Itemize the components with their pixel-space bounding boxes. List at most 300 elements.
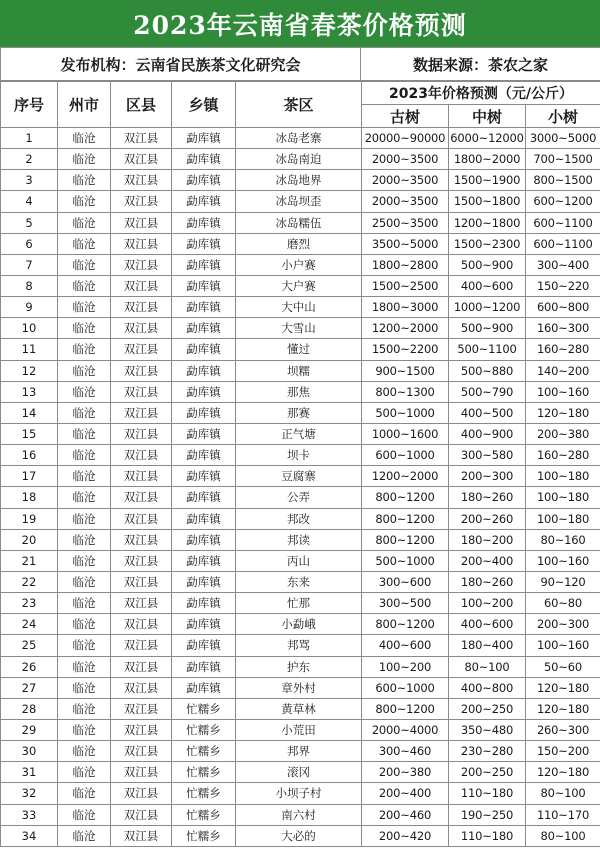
cell-small-price: 160~280 xyxy=(526,445,600,466)
header-prefecture: 州市 xyxy=(58,82,111,128)
cell-small-price: 90~120 xyxy=(526,571,600,592)
table-row xyxy=(1,402,600,423)
cell-index: 11 xyxy=(1,339,58,360)
cell-township: 勐库镇 xyxy=(172,487,236,508)
cell-index: 10 xyxy=(1,318,58,339)
cell-county: 双江县 xyxy=(111,402,172,423)
cell-index: 24 xyxy=(1,614,58,635)
cell-township: 勐库镇 xyxy=(172,614,236,635)
table-row xyxy=(1,614,600,635)
cell-tea-area: 大必的 xyxy=(236,825,362,846)
cell-small-price: 100~160 xyxy=(526,381,600,402)
cell-small-price: 60~80 xyxy=(526,593,600,614)
cell-township: 勐库镇 xyxy=(172,593,236,614)
cell-small-price: 100~180 xyxy=(526,487,600,508)
cell-ancient-price: 2500~3500 xyxy=(362,212,449,233)
cell-township: 忙糯乡 xyxy=(172,741,236,762)
cell-index: 7 xyxy=(1,254,58,275)
cell-tea-area: 大雪山 xyxy=(236,318,362,339)
cell-small-price: 3000~5000 xyxy=(526,128,600,149)
cell-small-price: 80~100 xyxy=(526,783,600,804)
cell-middle-price: 400~500 xyxy=(449,402,526,423)
table-row xyxy=(1,487,600,508)
table-row xyxy=(1,571,600,592)
cell-township: 勐库镇 xyxy=(172,656,236,677)
cell-county: 双江县 xyxy=(111,593,172,614)
cell-tea-area: 坝糯 xyxy=(236,360,362,381)
cell-tea-area: 邦改 xyxy=(236,508,362,529)
cell-small-price: 50~60 xyxy=(526,656,600,677)
cell-ancient-price: 800~1200 xyxy=(362,614,449,635)
table-row xyxy=(1,783,600,804)
cell-index: 28 xyxy=(1,698,58,719)
cell-ancient-price: 2000~3500 xyxy=(362,191,449,212)
cell-middle-price: 300~580 xyxy=(449,445,526,466)
cell-small-price: 120~180 xyxy=(526,402,600,423)
cell-small-price: 800~1500 xyxy=(526,170,600,191)
cell-tea-area: 冰岛老寨 xyxy=(236,128,362,149)
cell-tea-area: 小户赛 xyxy=(236,254,362,275)
table-row xyxy=(1,635,600,656)
cell-tea-area: 公弄 xyxy=(236,487,362,508)
cell-ancient-price: 1200~2000 xyxy=(362,466,449,487)
source-cell xyxy=(361,48,600,81)
cell-small-price: 110~170 xyxy=(526,804,600,825)
cell-prefecture: 临沧 xyxy=(58,614,111,635)
table-row xyxy=(1,423,600,444)
cell-index: 21 xyxy=(1,550,58,571)
cell-county: 双江县 xyxy=(111,297,172,318)
cell-township: 勐库镇 xyxy=(172,233,236,254)
cell-middle-price: 1500~1800 xyxy=(449,191,526,212)
cell-tea-area: 邦骂 xyxy=(236,635,362,656)
cell-index: 34 xyxy=(1,825,58,846)
cell-index: 8 xyxy=(1,275,58,296)
cell-index: 32 xyxy=(1,783,58,804)
header-county: 区县 xyxy=(111,82,172,128)
cell-tea-area: 冰岛坝歪 xyxy=(236,191,362,212)
cell-index: 17 xyxy=(1,466,58,487)
cell-prefecture: 临沧 xyxy=(58,149,111,170)
cell-township: 勐库镇 xyxy=(172,275,236,296)
cell-prefecture: 临沧 xyxy=(58,339,111,360)
cell-index: 18 xyxy=(1,487,58,508)
cell-small-price: 100~160 xyxy=(526,550,600,571)
table-row xyxy=(1,698,600,719)
cell-ancient-price: 2000~3500 xyxy=(362,170,449,191)
cell-prefecture: 临沧 xyxy=(58,656,111,677)
cell-ancient-price: 500~1000 xyxy=(362,550,449,571)
cell-ancient-price: 1500~2200 xyxy=(362,339,449,360)
cell-tea-area: 邦界 xyxy=(236,741,362,762)
table-row xyxy=(1,149,600,170)
cell-middle-price: 200~260 xyxy=(449,508,526,529)
price-table xyxy=(0,81,600,847)
cell-township: 勐库镇 xyxy=(172,466,236,487)
cell-ancient-price: 2000~3500 xyxy=(362,149,449,170)
cell-ancient-price: 300~600 xyxy=(362,571,449,592)
cell-county: 双江县 xyxy=(111,741,172,762)
page-title: 2023年云南省春茶价格预测 xyxy=(0,0,600,47)
cell-middle-price: 400~800 xyxy=(449,677,526,698)
cell-tea-area: 那焦 xyxy=(236,381,362,402)
cell-ancient-price: 100~200 xyxy=(362,656,449,677)
cell-middle-price: 6000~12000 xyxy=(449,128,526,149)
table-row xyxy=(1,762,600,783)
cell-middle-price: 500~1100 xyxy=(449,339,526,360)
cell-county: 双江县 xyxy=(111,571,172,592)
table-row xyxy=(1,719,600,740)
cell-ancient-price: 300~500 xyxy=(362,593,449,614)
cell-index: 19 xyxy=(1,508,58,529)
table-body xyxy=(1,128,600,847)
cell-tea-area: 小荒田 xyxy=(236,719,362,740)
cell-ancient-price: 200~400 xyxy=(362,783,449,804)
cell-index: 13 xyxy=(1,381,58,402)
table-row xyxy=(1,381,600,402)
cell-township: 勐库镇 xyxy=(172,635,236,656)
cell-index: 2 xyxy=(1,149,58,170)
cell-ancient-price: 2000~4000 xyxy=(362,719,449,740)
cell-township: 勐库镇 xyxy=(172,360,236,381)
cell-tea-area: 正气塘 xyxy=(236,423,362,444)
cell-tea-area: 小勐峨 xyxy=(236,614,362,635)
table-row xyxy=(1,550,600,571)
cell-index: 33 xyxy=(1,804,58,825)
cell-middle-price: 200~300 xyxy=(449,466,526,487)
cell-small-price: 120~180 xyxy=(526,762,600,783)
cell-index: 27 xyxy=(1,677,58,698)
cell-ancient-price: 1500~2500 xyxy=(362,275,449,296)
cell-middle-price: 110~180 xyxy=(449,783,526,804)
cell-tea-area: 那赛 xyxy=(236,402,362,423)
cell-tea-area: 南六村 xyxy=(236,804,362,825)
table-row xyxy=(1,508,600,529)
table-row xyxy=(1,254,600,275)
table-row xyxy=(1,297,600,318)
cell-township: 勐库镇 xyxy=(172,508,236,529)
cell-tea-area: 章外村 xyxy=(236,677,362,698)
cell-county: 双江县 xyxy=(111,508,172,529)
cell-prefecture: 临沧 xyxy=(58,719,111,740)
cell-small-price: 200~300 xyxy=(526,614,600,635)
cell-county: 双江县 xyxy=(111,254,172,275)
cell-prefecture: 临沧 xyxy=(58,212,111,233)
cell-middle-price: 500~790 xyxy=(449,381,526,402)
cell-small-price: 600~800 xyxy=(526,297,600,318)
cell-ancient-price: 900~1500 xyxy=(362,360,449,381)
cell-county: 双江县 xyxy=(111,149,172,170)
cell-township: 勐库镇 xyxy=(172,529,236,550)
cell-county: 双江县 xyxy=(111,825,172,846)
cell-tea-area: 坝卡 xyxy=(236,445,362,466)
cell-small-price: 80~160 xyxy=(526,529,600,550)
cell-small-price: 260~300 xyxy=(526,719,600,740)
cell-prefecture: 临沧 xyxy=(58,360,111,381)
table-row xyxy=(1,466,600,487)
table-row xyxy=(1,445,600,466)
table-row xyxy=(1,128,600,149)
cell-middle-price: 400~900 xyxy=(449,423,526,444)
cell-ancient-price: 20000~90000 xyxy=(362,128,449,149)
cell-prefecture: 临沧 xyxy=(58,191,111,212)
cell-ancient-price: 800~1300 xyxy=(362,381,449,402)
cell-county: 双江县 xyxy=(111,212,172,233)
cell-index: 3 xyxy=(1,170,58,191)
cell-ancient-price: 800~1200 xyxy=(362,698,449,719)
cell-township: 忙糯乡 xyxy=(172,762,236,783)
cell-county: 双江县 xyxy=(111,719,172,740)
table-row xyxy=(1,593,600,614)
cell-ancient-price: 200~460 xyxy=(362,804,449,825)
cell-index: 14 xyxy=(1,402,58,423)
cell-prefecture: 临沧 xyxy=(58,529,111,550)
cell-middle-price: 80~100 xyxy=(449,656,526,677)
cell-county: 双江县 xyxy=(111,445,172,466)
cell-small-price: 120~180 xyxy=(526,698,600,719)
cell-prefecture: 临沧 xyxy=(58,318,111,339)
table-header xyxy=(1,82,600,128)
cell-township: 勐库镇 xyxy=(172,191,236,212)
cell-prefecture: 临沧 xyxy=(58,402,111,423)
cell-ancient-price: 800~1200 xyxy=(362,487,449,508)
cell-ancient-price: 1000~1600 xyxy=(362,423,449,444)
table-row xyxy=(1,677,600,698)
cell-prefecture: 临沧 xyxy=(58,550,111,571)
cell-middle-price: 180~260 xyxy=(449,571,526,592)
cell-township: 勐库镇 xyxy=(172,128,236,149)
table-row xyxy=(1,170,600,191)
cell-township: 忙糯乡 xyxy=(172,783,236,804)
header-small: 小树 xyxy=(526,105,600,128)
cell-small-price: 100~180 xyxy=(526,508,600,529)
cell-small-price: 80~100 xyxy=(526,825,600,846)
cell-ancient-price: 1800~3000 xyxy=(362,297,449,318)
cell-township: 忙糯乡 xyxy=(172,825,236,846)
table-row xyxy=(1,212,600,233)
table-row xyxy=(1,804,600,825)
cell-prefecture: 临沧 xyxy=(58,170,111,191)
cell-county: 双江县 xyxy=(111,466,172,487)
publisher-value: 云南省民族茶文化研究会 xyxy=(135,55,301,74)
cell-prefecture: 临沧 xyxy=(58,466,111,487)
cell-index: 26 xyxy=(1,656,58,677)
cell-ancient-price: 200~380 xyxy=(362,762,449,783)
publisher-label: 发布机构： xyxy=(60,55,136,74)
cell-county: 双江县 xyxy=(111,487,172,508)
cell-county: 双江县 xyxy=(111,339,172,360)
meta-row xyxy=(1,48,600,81)
cell-township: 勐库镇 xyxy=(172,339,236,360)
cell-middle-price: 1800~2000 xyxy=(449,149,526,170)
cell-middle-price: 1200~1800 xyxy=(449,212,526,233)
cell-township: 勐库镇 xyxy=(172,149,236,170)
cell-prefecture: 临沧 xyxy=(58,487,111,508)
cell-ancient-price: 200~420 xyxy=(362,825,449,846)
cell-prefecture: 临沧 xyxy=(58,508,111,529)
cell-prefecture: 临沧 xyxy=(58,635,111,656)
cell-tea-area: 小坝子村 xyxy=(236,783,362,804)
cell-prefecture: 临沧 xyxy=(58,825,111,846)
cell-ancient-price: 1800~2800 xyxy=(362,254,449,275)
cell-county: 双江县 xyxy=(111,381,172,402)
cell-index: 15 xyxy=(1,423,58,444)
cell-middle-price: 400~600 xyxy=(449,614,526,635)
cell-county: 双江县 xyxy=(111,318,172,339)
cell-small-price: 140~200 xyxy=(526,360,600,381)
cell-county: 双江县 xyxy=(111,698,172,719)
cell-prefecture: 临沧 xyxy=(58,297,111,318)
cell-tea-area: 忙那 xyxy=(236,593,362,614)
table-row xyxy=(1,825,600,846)
cell-prefecture: 临沧 xyxy=(58,741,111,762)
cell-prefecture: 临沧 xyxy=(58,275,111,296)
table-row xyxy=(1,339,600,360)
cell-small-price: 100~160 xyxy=(526,635,600,656)
cell-middle-price: 500~900 xyxy=(449,318,526,339)
cell-prefecture: 临沧 xyxy=(58,762,111,783)
cell-tea-area: 东来 xyxy=(236,571,362,592)
cell-county: 双江县 xyxy=(111,550,172,571)
header-tea-area: 茶区 xyxy=(236,82,362,128)
cell-ancient-price: 800~1200 xyxy=(362,508,449,529)
cell-county: 双江县 xyxy=(111,128,172,149)
cell-tea-area: 冰岛地界 xyxy=(236,170,362,191)
cell-ancient-price: 3500~5000 xyxy=(362,233,449,254)
header-index: 序号 xyxy=(1,82,58,128)
cell-county: 双江县 xyxy=(111,677,172,698)
cell-prefecture: 临沧 xyxy=(58,783,111,804)
cell-middle-price: 230~280 xyxy=(449,741,526,762)
cell-middle-price: 200~250 xyxy=(449,698,526,719)
table-row xyxy=(1,275,600,296)
cell-index: 22 xyxy=(1,571,58,592)
cell-small-price: 150~220 xyxy=(526,275,600,296)
cell-small-price: 150~200 xyxy=(526,741,600,762)
cell-tea-area: 磨烈 xyxy=(236,233,362,254)
cell-prefecture: 临沧 xyxy=(58,804,111,825)
cell-county: 双江县 xyxy=(111,423,172,444)
cell-tea-area: 滚冈 xyxy=(236,762,362,783)
cell-middle-price: 400~600 xyxy=(449,275,526,296)
cell-township: 勐库镇 xyxy=(172,445,236,466)
cell-prefecture: 临沧 xyxy=(58,254,111,275)
cell-middle-price: 200~250 xyxy=(449,762,526,783)
cell-ancient-price: 300~460 xyxy=(362,741,449,762)
cell-index: 1 xyxy=(1,128,58,149)
cell-county: 双江县 xyxy=(111,275,172,296)
cell-index: 6 xyxy=(1,233,58,254)
cell-middle-price: 1500~2300 xyxy=(449,233,526,254)
cell-tea-area: 邦读 xyxy=(236,529,362,550)
cell-township: 勐库镇 xyxy=(172,254,236,275)
cell-index: 20 xyxy=(1,529,58,550)
cell-middle-price: 350~480 xyxy=(449,719,526,740)
table-row xyxy=(1,741,600,762)
table-row xyxy=(1,318,600,339)
cell-middle-price: 110~180 xyxy=(449,825,526,846)
cell-middle-price: 500~880 xyxy=(449,360,526,381)
cell-index: 23 xyxy=(1,593,58,614)
cell-prefecture: 临沧 xyxy=(58,233,111,254)
cell-middle-price: 1500~1900 xyxy=(449,170,526,191)
table-row xyxy=(1,233,600,254)
cell-small-price: 120~180 xyxy=(526,677,600,698)
cell-township: 忙糯乡 xyxy=(172,719,236,740)
cell-ancient-price: 600~1000 xyxy=(362,677,449,698)
cell-small-price: 700~1500 xyxy=(526,149,600,170)
cell-township: 勐库镇 xyxy=(172,423,236,444)
table-row xyxy=(1,529,600,550)
cell-index: 16 xyxy=(1,445,58,466)
cell-township: 勐库镇 xyxy=(172,381,236,402)
cell-index: 31 xyxy=(1,762,58,783)
cell-township: 勐库镇 xyxy=(172,677,236,698)
cell-middle-price: 100~200 xyxy=(449,593,526,614)
cell-index: 4 xyxy=(1,191,58,212)
cell-index: 5 xyxy=(1,212,58,233)
cell-county: 双江县 xyxy=(111,614,172,635)
cell-tea-area: 黄草林 xyxy=(236,698,362,719)
cell-tea-area: 豆腐寨 xyxy=(236,466,362,487)
cell-small-price: 160~280 xyxy=(526,339,600,360)
header-ancient: 古树 xyxy=(362,105,449,128)
cell-small-price: 600~1100 xyxy=(526,212,600,233)
cell-township: 忙糯乡 xyxy=(172,804,236,825)
cell-middle-price: 200~400 xyxy=(449,550,526,571)
header-township: 乡镇 xyxy=(172,82,236,128)
table-row xyxy=(1,191,600,212)
cell-middle-price: 180~260 xyxy=(449,487,526,508)
table-row xyxy=(1,656,600,677)
table-row xyxy=(1,360,600,381)
cell-prefecture: 临沧 xyxy=(58,698,111,719)
cell-index: 30 xyxy=(1,741,58,762)
cell-prefecture: 临沧 xyxy=(58,128,111,149)
cell-small-price: 200~380 xyxy=(526,423,600,444)
cell-middle-price: 180~400 xyxy=(449,635,526,656)
source-label: 数据来源： xyxy=(412,55,488,74)
cell-township: 勐库镇 xyxy=(172,318,236,339)
cell-index: 25 xyxy=(1,635,58,656)
header-middle: 中树 xyxy=(449,105,526,128)
cell-township: 勐库镇 xyxy=(172,212,236,233)
cell-small-price: 300~400 xyxy=(526,254,600,275)
cell-middle-price: 500~900 xyxy=(449,254,526,275)
cell-township: 忙糯乡 xyxy=(172,698,236,719)
publisher-cell xyxy=(1,48,361,81)
cell-county: 双江县 xyxy=(111,762,172,783)
cell-tea-area: 丙山 xyxy=(236,550,362,571)
cell-ancient-price: 1200~2000 xyxy=(362,318,449,339)
cell-prefecture: 临沧 xyxy=(58,381,111,402)
cell-tea-area: 护东 xyxy=(236,656,362,677)
cell-county: 双江县 xyxy=(111,804,172,825)
cell-middle-price: 190~250 xyxy=(449,804,526,825)
cell-tea-area: 冰岛南迫 xyxy=(236,149,362,170)
cell-county: 双江县 xyxy=(111,233,172,254)
cell-tea-area: 大中山 xyxy=(236,297,362,318)
cell-county: 双江县 xyxy=(111,656,172,677)
source-value: 茶农之家 xyxy=(488,55,549,74)
cell-index: 12 xyxy=(1,360,58,381)
cell-prefecture: 临沧 xyxy=(58,677,111,698)
cell-county: 双江县 xyxy=(111,529,172,550)
meta-table xyxy=(0,47,600,81)
cell-middle-price: 1000~1200 xyxy=(449,297,526,318)
cell-small-price: 600~1200 xyxy=(526,191,600,212)
cell-ancient-price: 600~1000 xyxy=(362,445,449,466)
